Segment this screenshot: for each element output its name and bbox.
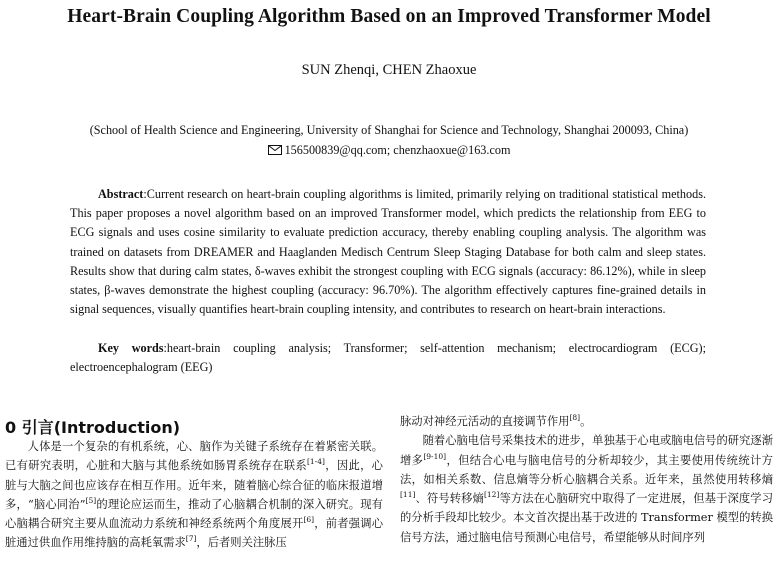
keywords-text: heart-brain coupling analysis; Transformer; self-attention mechanism; electrocardiogram (ECG); electroencephalogram (EEG) — [70, 341, 707, 375]
paper-title: Heart-Brain Coupling Algorithm Based on an Improved Transformer Model — [67, 6, 711, 27]
keywords-separator: : — [163, 341, 167, 355]
email-text: 156500839@qq.com; chenzhaoxue@163.com — [284, 143, 511, 157]
intro-p1-text-e: ，后者则关注脉压 — [196, 536, 287, 550]
intro-paragraph-2 — [400, 431, 773, 547]
abstract-separator: : — [143, 187, 147, 201]
left-column — [5, 437, 383, 553]
citation-ref: [12] — [483, 490, 500, 500]
intro-p2-text-d: 等方法在心脑研究中取得了一定进展，但基于深度学习的分析手段却比较少。本文首次提出基于改进的 Transformer 模型的转换信号方法，通过脑电信号预测心电信号，希望能够从时间序列 — [400, 492, 773, 544]
citation-ref: [1-4] — [306, 457, 325, 467]
intro-p1-text-a: 人体是一个复杂的有机系统，心、脑作为关键子系统存在着紧密关联。已有研究表明，心脏和大脑与其他系统如肠胃系统存在联系 — [5, 440, 383, 473]
keywords-paragraph — [70, 339, 706, 377]
intro-p1-cont-text-b: 。 — [580, 415, 592, 428]
envelope-icon — [268, 145, 282, 155]
intro-p1-text-b: ，因此，心脏与大脑之间也应该存在相互作用。近年来，随着脑心综合征的临床报道增多，“脑心同治” — [5, 459, 383, 511]
paper-authors: SUN Zhenqi, CHEN Zhaoxue — [301, 62, 477, 78]
intro-p2-text-c: 、符号转移熵 — [415, 492, 484, 506]
intro-paragraph-1 — [5, 437, 383, 553]
citation-ref: [11] — [400, 490, 416, 500]
author-affiliation: (School of Health Science and Engineering, University of Shanghai for Science and Technology, Shanghai 200093, China) — [89, 123, 689, 137]
intro-p2-text-a: 随着心脑电信号采集技术的进步，单独基于心电或脑电信号的研究逐渐增多 — [400, 434, 773, 467]
section-heading-introduction: 0 引言(Introduction) — [5, 418, 181, 437]
citation-ref: [5] — [85, 496, 97, 506]
intro-p2-text-b: ，但结合心电与脑电信号的分析却较少，其主要使用传统统计方法，如相关系数、信息熵等分析心脑耦合关系。近年来，虽然使用转移熵 — [400, 453, 773, 486]
right-column — [400, 412, 773, 547]
intro-p1-cont-text-a: 脉动对神经元活动的直接调节作用 — [400, 415, 570, 428]
intro-paragraph-1-continued — [400, 412, 773, 431]
citation-ref: [8] — [569, 413, 581, 423]
abstract-paragraph — [70, 185, 706, 319]
intro-p1-text-c: 的理论应运而生，推动了心脑耦合机制的深入研究。现有心脑耦合研究主要从血流动力系统和神经系统两个角度展开 — [5, 497, 383, 531]
abstract-text: Current research on heart-brain coupling algorithms is limited, primarily relying on traditional statistical methods. This paper proposes a novel algorithm based on an improved Transformer model, which predicts the relationship from EEG to ECG signals and uses cosine similarity to evaluate prediction accuracy, thereby enabling coupling analysis. The algorithm was trained on datasets from DREAMER and Haaglanden Medisch Centrum Sleep Staging Database for both calm and sleep states. Results show that during calm states, δ-waves exhibit the strongest coupling with ECG signals (accuracy: 86.12%), while in sleep states, β-waves demonstrate the highest coupling (accuracy: 96.70%). The algorithm effectively captures fine-grained details in signal sequences, visually quantifies heart-brain coupling intensity, and contributes to research on heart-brain interactions. — [70, 187, 706, 317]
citation-ref: [6] — [303, 515, 315, 525]
author-email-line — [0, 143, 778, 158]
intro-p1-text-d: ，前者强调心脏通过供血作用维持脑的高耗氧需求 — [5, 517, 383, 550]
keywords-label: Key words — [98, 341, 164, 355]
citation-ref: [9-10] — [423, 451, 447, 461]
citation-ref: [7] — [185, 534, 197, 544]
abstract-label: Abstract — [98, 187, 144, 201]
